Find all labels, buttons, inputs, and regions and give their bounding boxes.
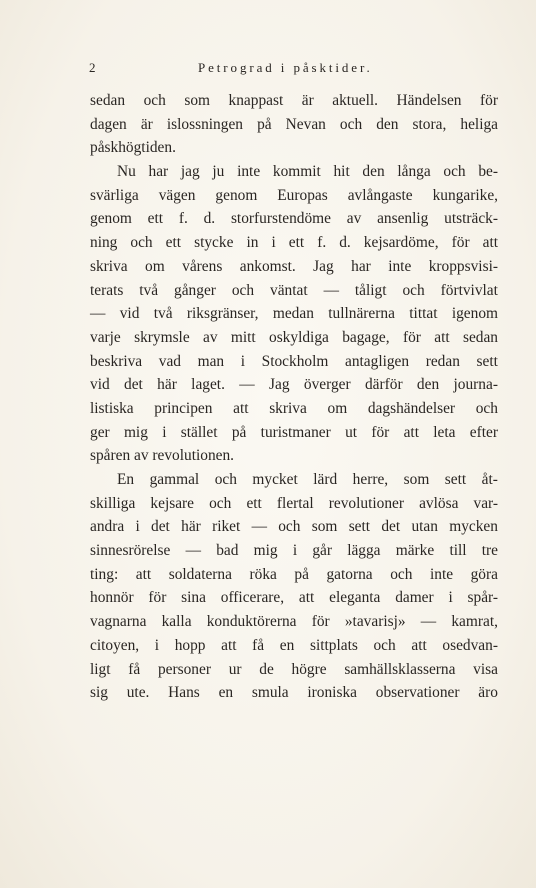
body-text xyxy=(90,89,498,705)
text-line: genom ett f. d. storfurstendöme av ansenlig utsträck- xyxy=(90,210,498,228)
text-line: skilliga kejsare och ett flertal revolutioner avlösa var- xyxy=(90,494,498,512)
text-line: listiska principen att skriva om dagshändelser och xyxy=(90,399,498,417)
text-line: sig ute. Hans en smula ironiska observationer äro xyxy=(90,684,498,702)
text-line: beskriva vad man i Stockholm antagligen redan sett xyxy=(90,352,498,370)
text-line: andra i det här riket — och som sett det utan mycken xyxy=(90,518,498,536)
text-line: ger mig i stället på turistmaner ut för att leta efter xyxy=(90,423,498,441)
text-line: svärliga vägen genom Europas avlångaste kungarike, xyxy=(90,186,498,204)
text-line: spåren av revolutionen. xyxy=(90,447,235,465)
running-title: Petrograd i påsktider. xyxy=(198,60,373,75)
page-number: 2 xyxy=(89,60,96,75)
text-line: terats två gånger och väntat — tåligt och förtvivlat xyxy=(90,281,498,299)
text-line: ligt få personer ur de högre samhällsklasserna visa xyxy=(90,660,498,678)
text-line: skriva om vårens ankomst. Jag har inte kroppsvisi- xyxy=(90,257,498,275)
text-line: ting: att soldaterna röka på gatorna och inte göra xyxy=(90,565,498,583)
text-line: honnör för sina officerare, att eleganta damer i spår- xyxy=(90,589,498,607)
text-line: sedan och som knappast är aktuell. Händelsen för xyxy=(90,92,498,109)
text-line: ning och ett stycke in i ett f. d. kejsardöme, för att xyxy=(90,234,498,252)
text-line: påskhögtiden. xyxy=(90,139,176,157)
text-line: sinnesrörelse — bad mig i går lägga märke till tre xyxy=(90,542,498,560)
text-line: varje skrymsle av mitt oskyldiga bagage, för att sedan xyxy=(90,328,498,346)
text-line: dagen är islossningen på Nevan och den stora, heliga xyxy=(90,115,498,133)
text-line: vagnarna kalla konduktörerna för »tavarisj» — kamrat, xyxy=(90,613,498,631)
text-line: citoyen, i hopp att få en sittplats och att osedvan- xyxy=(90,636,498,654)
text-line: En gammal och mycket lärd herre, som sett åt- xyxy=(117,471,498,488)
text-line: — vid två riksgränser, medan tullnärerna tittat igenom xyxy=(90,305,498,323)
text-line: vid det här laget. — Jag överger därför den journa- xyxy=(90,376,498,394)
text-line: Nu har jag ju inte kommit hit den långa och be- xyxy=(117,163,498,181)
